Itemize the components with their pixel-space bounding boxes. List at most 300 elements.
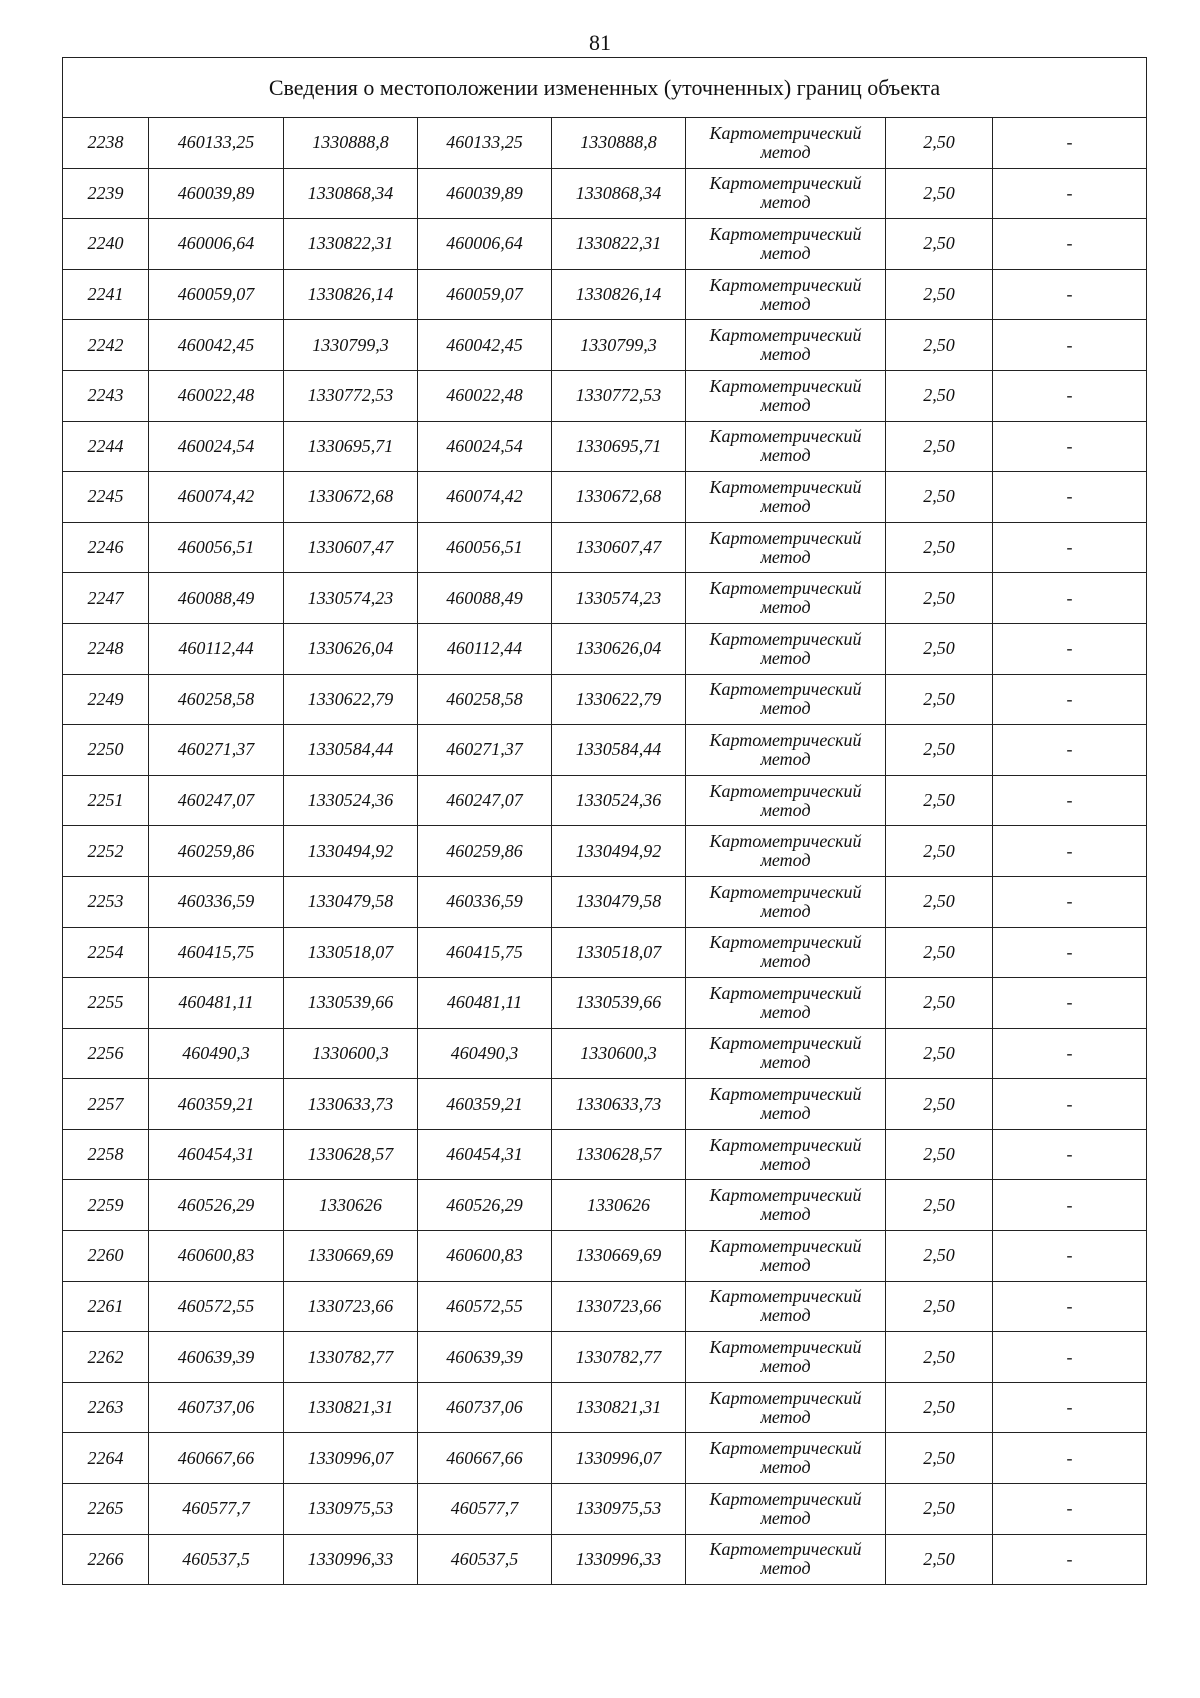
accuracy-cell: 2,50 bbox=[886, 168, 993, 219]
existing-x-cell: 460042,45 bbox=[149, 320, 284, 371]
existing-y-cell: 1330695,71 bbox=[284, 421, 418, 472]
refined-x-cell: 460415,75 bbox=[418, 927, 552, 978]
page-number: 81 bbox=[589, 30, 611, 55]
accuracy-cell: 2,50 bbox=[886, 1433, 993, 1484]
method-cell bbox=[686, 1382, 886, 1433]
refined-y-cell: 1330628,57 bbox=[552, 1129, 686, 1180]
point-number-cell: 2248 bbox=[63, 623, 149, 674]
refined-x-cell: 460088,49 bbox=[418, 573, 552, 624]
table-row bbox=[63, 1180, 1147, 1231]
note-cell: - bbox=[993, 269, 1147, 320]
refined-y-cell: 1330600,3 bbox=[552, 1028, 686, 1079]
method-text: метод bbox=[760, 192, 811, 213]
table-row bbox=[63, 1231, 1147, 1282]
point-number-cell: 2263 bbox=[63, 1382, 149, 1433]
accuracy-cell: 2,50 bbox=[886, 978, 993, 1029]
table-row bbox=[63, 1534, 1147, 1585]
existing-y-cell: 1330723,66 bbox=[284, 1281, 418, 1332]
existing-y-cell: 1330782,77 bbox=[284, 1332, 418, 1383]
method-text: Картометрический bbox=[709, 881, 862, 902]
point-number-cell: 2261 bbox=[63, 1281, 149, 1332]
accuracy-cell: 2,50 bbox=[886, 1484, 993, 1535]
method-cell bbox=[686, 775, 886, 826]
refined-x-cell: 460074,42 bbox=[418, 472, 552, 523]
table-row bbox=[63, 219, 1147, 270]
existing-y-cell: 1330888,8 bbox=[284, 118, 418, 169]
method-cell bbox=[686, 1231, 886, 1282]
note-cell: - bbox=[993, 1534, 1147, 1585]
method-text: метод bbox=[760, 1254, 811, 1275]
method-text: метод bbox=[760, 1052, 811, 1073]
method-text: Картометрический bbox=[709, 173, 862, 194]
method-cell bbox=[686, 522, 886, 573]
note-cell: - bbox=[993, 1180, 1147, 1231]
refined-y-cell: 1330633,73 bbox=[552, 1079, 686, 1130]
method-cell bbox=[686, 1180, 886, 1231]
table-row bbox=[63, 1484, 1147, 1535]
method-cell bbox=[686, 421, 886, 472]
refined-x-cell: 460271,37 bbox=[418, 725, 552, 776]
method-text: метод bbox=[760, 647, 811, 668]
existing-x-cell: 460454,31 bbox=[149, 1129, 284, 1180]
method-text: метод bbox=[760, 546, 811, 567]
method-text: Картометрический bbox=[709, 426, 862, 447]
accuracy-cell: 2,50 bbox=[886, 1231, 993, 1282]
method-cell bbox=[686, 876, 886, 927]
table-body bbox=[63, 118, 1147, 1585]
point-number-cell: 2241 bbox=[63, 269, 149, 320]
refined-y-cell: 1330695,71 bbox=[552, 421, 686, 472]
note-cell: - bbox=[993, 370, 1147, 421]
existing-x-cell: 460271,37 bbox=[149, 725, 284, 776]
note-cell: - bbox=[993, 522, 1147, 573]
point-number-cell: 2252 bbox=[63, 826, 149, 877]
existing-x-cell: 460737,06 bbox=[149, 1382, 284, 1433]
refined-x-cell: 460133,25 bbox=[418, 118, 552, 169]
method-text: Картометрический bbox=[709, 1185, 862, 1206]
method-text: метод bbox=[760, 698, 811, 719]
table-row bbox=[63, 1129, 1147, 1180]
method-cell bbox=[686, 978, 886, 1029]
method-text: Картометрический bbox=[709, 729, 862, 750]
accuracy-cell: 2,50 bbox=[886, 1079, 993, 1130]
method-cell bbox=[686, 623, 886, 674]
existing-x-cell: 460336,59 bbox=[149, 876, 284, 927]
table-row bbox=[63, 826, 1147, 877]
existing-y-cell: 1330479,58 bbox=[284, 876, 418, 927]
existing-y-cell: 1330772,53 bbox=[284, 370, 418, 421]
note-cell: - bbox=[993, 623, 1147, 674]
accuracy-cell: 2,50 bbox=[886, 1382, 993, 1433]
method-text: метод bbox=[760, 394, 811, 415]
point-number-cell: 2265 bbox=[63, 1484, 149, 1535]
method-text: Картометрический bbox=[709, 274, 862, 295]
existing-x-cell: 460490,3 bbox=[149, 1028, 284, 1079]
method-text: Картометрический bbox=[709, 578, 862, 599]
method-text: метод bbox=[760, 1103, 811, 1124]
table-row bbox=[63, 1028, 1147, 1079]
existing-y-cell: 1330821,31 bbox=[284, 1382, 418, 1433]
accuracy-cell: 2,50 bbox=[886, 320, 993, 371]
method-text: метод bbox=[760, 445, 811, 466]
accuracy-cell: 2,50 bbox=[886, 219, 993, 270]
method-text: метод bbox=[760, 951, 811, 972]
note-cell: - bbox=[993, 978, 1147, 1029]
existing-x-cell: 460577,7 bbox=[149, 1484, 284, 1535]
table-row bbox=[63, 623, 1147, 674]
method-text: метод bbox=[760, 1001, 811, 1022]
note-cell: - bbox=[993, 219, 1147, 270]
method-cell bbox=[686, 472, 886, 523]
method-text: метод bbox=[760, 141, 811, 162]
method-text: Картометрический bbox=[709, 679, 862, 700]
accuracy-cell: 2,50 bbox=[886, 1129, 993, 1180]
existing-y-cell: 1330669,69 bbox=[284, 1231, 418, 1282]
existing-x-cell: 460039,89 bbox=[149, 168, 284, 219]
method-cell bbox=[686, 1433, 886, 1484]
accuracy-cell: 2,50 bbox=[886, 623, 993, 674]
note-cell: - bbox=[993, 118, 1147, 169]
accuracy-cell: 2,50 bbox=[886, 927, 993, 978]
note-cell: - bbox=[993, 573, 1147, 624]
method-text: Картометрический bbox=[709, 628, 862, 649]
table-row bbox=[63, 978, 1147, 1029]
refined-x-cell: 460006,64 bbox=[418, 219, 552, 270]
point-number-cell: 2262 bbox=[63, 1332, 149, 1383]
refined-y-cell: 1330888,8 bbox=[552, 118, 686, 169]
refined-x-cell: 460042,45 bbox=[418, 320, 552, 371]
existing-x-cell: 460088,49 bbox=[149, 573, 284, 624]
refined-y-cell: 1330821,31 bbox=[552, 1382, 686, 1433]
method-text: метод bbox=[760, 1558, 811, 1579]
method-cell bbox=[686, 370, 886, 421]
note-cell: - bbox=[993, 1028, 1147, 1079]
existing-y-cell: 1330518,07 bbox=[284, 927, 418, 978]
method-text: метод bbox=[760, 597, 811, 618]
table-row bbox=[63, 1382, 1147, 1433]
table-row bbox=[63, 1079, 1147, 1130]
table-row bbox=[63, 775, 1147, 826]
existing-x-cell: 460639,39 bbox=[149, 1332, 284, 1383]
refined-y-cell: 1330782,77 bbox=[552, 1332, 686, 1383]
refined-y-cell: 1330524,36 bbox=[552, 775, 686, 826]
existing-y-cell: 1330574,23 bbox=[284, 573, 418, 624]
existing-y-cell: 1330822,31 bbox=[284, 219, 418, 270]
method-text: метод bbox=[760, 748, 811, 769]
point-number-cell: 2247 bbox=[63, 573, 149, 624]
existing-y-cell: 1330539,66 bbox=[284, 978, 418, 1029]
point-number-cell: 2246 bbox=[63, 522, 149, 573]
existing-x-cell: 460022,48 bbox=[149, 370, 284, 421]
existing-y-cell: 1330628,57 bbox=[284, 1129, 418, 1180]
method-text: Картометрический bbox=[709, 1033, 862, 1054]
accuracy-cell: 2,50 bbox=[886, 725, 993, 776]
existing-y-cell: 1330672,68 bbox=[284, 472, 418, 523]
point-number-cell: 2238 bbox=[63, 118, 149, 169]
existing-x-cell: 460481,11 bbox=[149, 978, 284, 1029]
table-row bbox=[63, 573, 1147, 624]
refined-x-cell: 460336,59 bbox=[418, 876, 552, 927]
refined-y-cell: 1330622,79 bbox=[552, 674, 686, 725]
refined-x-cell: 460639,39 bbox=[418, 1332, 552, 1383]
accuracy-cell: 2,50 bbox=[886, 269, 993, 320]
accuracy-cell: 2,50 bbox=[886, 826, 993, 877]
existing-y-cell: 1330626 bbox=[284, 1180, 418, 1231]
point-number-cell: 2249 bbox=[63, 674, 149, 725]
accuracy-cell: 2,50 bbox=[886, 573, 993, 624]
existing-x-cell: 460537,5 bbox=[149, 1534, 284, 1585]
note-cell: - bbox=[993, 1433, 1147, 1484]
existing-x-cell: 460600,83 bbox=[149, 1231, 284, 1282]
accuracy-cell: 2,50 bbox=[886, 1180, 993, 1231]
refined-x-cell: 460667,66 bbox=[418, 1433, 552, 1484]
point-number-cell: 2251 bbox=[63, 775, 149, 826]
existing-y-cell: 1330975,53 bbox=[284, 1484, 418, 1535]
method-text: метод bbox=[760, 850, 811, 871]
existing-x-cell: 460667,66 bbox=[149, 1433, 284, 1484]
existing-y-cell: 1330622,79 bbox=[284, 674, 418, 725]
note-cell: - bbox=[993, 1332, 1147, 1383]
table-row bbox=[63, 320, 1147, 371]
refined-y-cell: 1330479,58 bbox=[552, 876, 686, 927]
method-cell bbox=[686, 1534, 886, 1585]
table-title: Сведения о местоположении измененных (уточненных) границ объекта bbox=[63, 58, 1147, 118]
method-cell bbox=[686, 168, 886, 219]
method-text: Картометрический bbox=[709, 527, 862, 548]
note-cell: - bbox=[993, 1129, 1147, 1180]
point-number-cell: 2239 bbox=[63, 168, 149, 219]
method-text: метод bbox=[760, 900, 811, 921]
method-cell bbox=[686, 118, 886, 169]
note-cell: - bbox=[993, 1079, 1147, 1130]
method-text: метод bbox=[760, 1457, 811, 1478]
note-cell: - bbox=[993, 168, 1147, 219]
table-row bbox=[63, 168, 1147, 219]
method-text: метод bbox=[760, 1406, 811, 1427]
method-cell bbox=[686, 927, 886, 978]
point-number-cell: 2244 bbox=[63, 421, 149, 472]
table-row bbox=[63, 1332, 1147, 1383]
existing-x-cell: 460359,21 bbox=[149, 1079, 284, 1130]
method-text: Картометрический bbox=[709, 831, 862, 852]
refined-y-cell: 1330539,66 bbox=[552, 978, 686, 1029]
accuracy-cell: 2,50 bbox=[886, 1332, 993, 1383]
refined-y-cell: 1330826,14 bbox=[552, 269, 686, 320]
table-row bbox=[63, 522, 1147, 573]
refined-y-cell: 1330822,31 bbox=[552, 219, 686, 270]
refined-y-cell: 1330669,69 bbox=[552, 1231, 686, 1282]
accuracy-cell: 2,50 bbox=[886, 775, 993, 826]
point-number-cell: 2257 bbox=[63, 1079, 149, 1130]
refined-y-cell: 1330996,07 bbox=[552, 1433, 686, 1484]
existing-x-cell: 460526,29 bbox=[149, 1180, 284, 1231]
existing-y-cell: 1330494,92 bbox=[284, 826, 418, 877]
point-number-cell: 2264 bbox=[63, 1433, 149, 1484]
method-cell bbox=[686, 1484, 886, 1535]
method-text: Картометрический bbox=[709, 1488, 862, 1509]
table-row bbox=[63, 1433, 1147, 1484]
existing-y-cell: 1330996,33 bbox=[284, 1534, 418, 1585]
refined-y-cell: 1330494,92 bbox=[552, 826, 686, 877]
table-row bbox=[63, 118, 1147, 169]
method-text: Картометрический bbox=[709, 780, 862, 801]
existing-x-cell: 460059,07 bbox=[149, 269, 284, 320]
accuracy-cell: 2,50 bbox=[886, 522, 993, 573]
existing-x-cell: 460572,55 bbox=[149, 1281, 284, 1332]
refined-x-cell: 460039,89 bbox=[418, 168, 552, 219]
accuracy-cell: 2,50 bbox=[886, 370, 993, 421]
refined-x-cell: 460359,21 bbox=[418, 1079, 552, 1130]
table-row bbox=[63, 472, 1147, 523]
method-text: Картометрический bbox=[709, 1387, 862, 1408]
point-number-cell: 2254 bbox=[63, 927, 149, 978]
method-cell bbox=[686, 1028, 886, 1079]
point-number-cell: 2253 bbox=[63, 876, 149, 927]
refined-y-cell: 1330584,44 bbox=[552, 725, 686, 776]
refined-x-cell: 460112,44 bbox=[418, 623, 552, 674]
point-number-cell: 2240 bbox=[63, 219, 149, 270]
accuracy-cell: 2,50 bbox=[886, 118, 993, 169]
existing-x-cell: 460006,64 bbox=[149, 219, 284, 270]
point-number-cell: 2259 bbox=[63, 1180, 149, 1231]
note-cell: - bbox=[993, 1382, 1147, 1433]
existing-x-cell: 460133,25 bbox=[149, 118, 284, 169]
accuracy-cell: 2,50 bbox=[886, 472, 993, 523]
table-row bbox=[63, 876, 1147, 927]
method-text: Картометрический bbox=[709, 476, 862, 497]
method-text: Картометрический bbox=[709, 375, 862, 396]
refined-y-cell: 1330772,53 bbox=[552, 370, 686, 421]
existing-y-cell: 1330996,07 bbox=[284, 1433, 418, 1484]
refined-y-cell: 1330996,33 bbox=[552, 1534, 686, 1585]
note-cell: - bbox=[993, 472, 1147, 523]
existing-y-cell: 1330826,14 bbox=[284, 269, 418, 320]
refined-y-cell: 1330574,23 bbox=[552, 573, 686, 624]
method-text: Картометрический bbox=[709, 1235, 862, 1256]
refined-y-cell: 1330672,68 bbox=[552, 472, 686, 523]
boundary-coordinates-table bbox=[62, 57, 1147, 1585]
method-text: Картометрический bbox=[709, 1337, 862, 1358]
note-cell: - bbox=[993, 826, 1147, 877]
note-cell: - bbox=[993, 1281, 1147, 1332]
point-number-cell: 2260 bbox=[63, 1231, 149, 1282]
note-cell: - bbox=[993, 725, 1147, 776]
refined-y-cell: 1330868,34 bbox=[552, 168, 686, 219]
accuracy-cell: 2,50 bbox=[886, 1281, 993, 1332]
accuracy-cell: 2,50 bbox=[886, 421, 993, 472]
note-cell: - bbox=[993, 775, 1147, 826]
refined-y-cell: 1330723,66 bbox=[552, 1281, 686, 1332]
note-cell: - bbox=[993, 876, 1147, 927]
method-text: Картометрический bbox=[709, 1438, 862, 1459]
refined-x-cell: 460056,51 bbox=[418, 522, 552, 573]
refined-y-cell: 1330975,53 bbox=[552, 1484, 686, 1535]
existing-y-cell: 1330607,47 bbox=[284, 522, 418, 573]
method-cell bbox=[686, 1332, 886, 1383]
existing-y-cell: 1330626,04 bbox=[284, 623, 418, 674]
method-cell bbox=[686, 725, 886, 776]
refined-x-cell: 460059,07 bbox=[418, 269, 552, 320]
method-text: метод bbox=[760, 344, 811, 365]
refined-y-cell: 1330799,3 bbox=[552, 320, 686, 371]
note-cell: - bbox=[993, 421, 1147, 472]
existing-x-cell: 460258,58 bbox=[149, 674, 284, 725]
accuracy-cell: 2,50 bbox=[886, 876, 993, 927]
point-number-cell: 2243 bbox=[63, 370, 149, 421]
refined-x-cell: 460481,11 bbox=[418, 978, 552, 1029]
refined-x-cell: 460259,86 bbox=[418, 826, 552, 877]
method-text: метод bbox=[760, 242, 811, 263]
refined-y-cell: 1330626 bbox=[552, 1180, 686, 1231]
existing-x-cell: 460074,42 bbox=[149, 472, 284, 523]
table-row bbox=[63, 725, 1147, 776]
method-cell bbox=[686, 674, 886, 725]
method-text: метод bbox=[760, 293, 811, 314]
method-text: Картометрический bbox=[709, 325, 862, 346]
table-row bbox=[63, 370, 1147, 421]
point-number-cell: 2255 bbox=[63, 978, 149, 1029]
table-row bbox=[63, 1281, 1147, 1332]
method-text: метод bbox=[760, 1305, 811, 1326]
method-text: метод bbox=[760, 1153, 811, 1174]
method-cell bbox=[686, 1079, 886, 1130]
refined-y-cell: 1330626,04 bbox=[552, 623, 686, 674]
refined-x-cell: 460600,83 bbox=[418, 1231, 552, 1282]
method-text: метод bbox=[760, 1507, 811, 1528]
method-text: Картометрический bbox=[709, 1539, 862, 1560]
note-cell: - bbox=[993, 1231, 1147, 1282]
table-row bbox=[63, 269, 1147, 320]
point-number-cell: 2242 bbox=[63, 320, 149, 371]
existing-x-cell: 460056,51 bbox=[149, 522, 284, 573]
refined-x-cell: 460454,31 bbox=[418, 1129, 552, 1180]
method-cell bbox=[686, 320, 886, 371]
method-cell bbox=[686, 269, 886, 320]
method-cell bbox=[686, 219, 886, 270]
existing-y-cell: 1330799,3 bbox=[284, 320, 418, 371]
existing-y-cell: 1330584,44 bbox=[284, 725, 418, 776]
existing-x-cell: 460024,54 bbox=[149, 421, 284, 472]
point-number-cell: 2256 bbox=[63, 1028, 149, 1079]
method-text: Картометрический bbox=[709, 122, 862, 143]
method-cell bbox=[686, 573, 886, 624]
existing-y-cell: 1330868,34 bbox=[284, 168, 418, 219]
note-cell: - bbox=[993, 927, 1147, 978]
existing-x-cell: 460415,75 bbox=[149, 927, 284, 978]
point-number-cell: 2258 bbox=[63, 1129, 149, 1180]
existing-y-cell: 1330600,3 bbox=[284, 1028, 418, 1079]
accuracy-cell: 2,50 bbox=[886, 674, 993, 725]
method-cell bbox=[686, 1281, 886, 1332]
refined-x-cell: 460022,48 bbox=[418, 370, 552, 421]
existing-x-cell: 460247,07 bbox=[149, 775, 284, 826]
method-text: Картометрический bbox=[709, 1286, 862, 1307]
refined-x-cell: 460537,5 bbox=[418, 1534, 552, 1585]
method-text: Картометрический bbox=[709, 223, 862, 244]
point-number-cell: 2245 bbox=[63, 472, 149, 523]
table-row bbox=[63, 927, 1147, 978]
method-text: Картометрический bbox=[709, 1134, 862, 1155]
refined-x-cell: 460024,54 bbox=[418, 421, 552, 472]
refined-x-cell: 460526,29 bbox=[418, 1180, 552, 1231]
method-text: метод bbox=[760, 495, 811, 516]
refined-x-cell: 460737,06 bbox=[418, 1382, 552, 1433]
table-row bbox=[63, 421, 1147, 472]
method-text: Картометрический bbox=[709, 1084, 862, 1105]
existing-y-cell: 1330524,36 bbox=[284, 775, 418, 826]
refined-x-cell: 460577,7 bbox=[418, 1484, 552, 1535]
table-row bbox=[63, 674, 1147, 725]
